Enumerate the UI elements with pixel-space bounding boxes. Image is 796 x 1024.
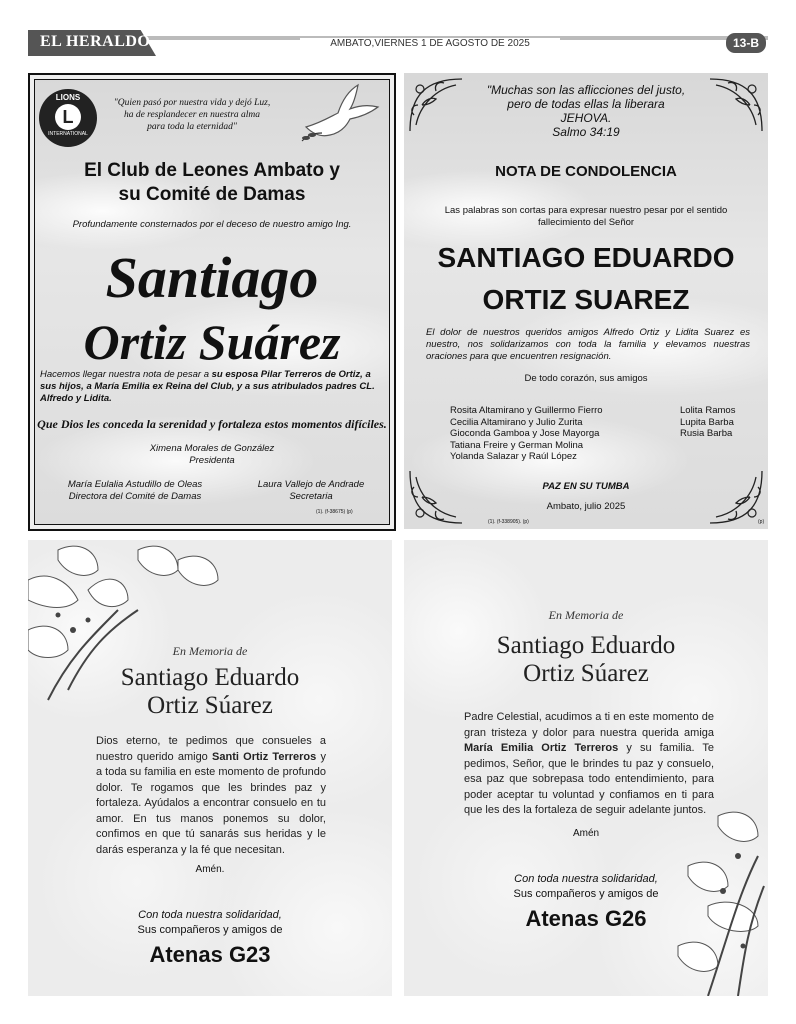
lions-name-line-2: Ortiz Suárez: [83, 314, 341, 370]
name-line-1: Santiago Eduardo: [496, 632, 676, 659]
friend-name: Lupita Barba: [680, 416, 734, 428]
name-line-1: SANTIAGO EDUARDO: [437, 242, 735, 273]
amen: Amén.: [195, 864, 225, 875]
lions-signature-secretary: [236, 479, 386, 503]
friend-name: Lolita Ramos: [680, 405, 736, 416]
amen: Amén: [572, 828, 600, 839]
memoria-name: [28, 664, 392, 720]
lions-logo: [39, 89, 97, 147]
lions-intro: Profundamente consternados por el deceso de nuestro amigo Ing.: [72, 219, 352, 230]
name-line-2: Ortiz Súarez: [147, 692, 273, 719]
dove-icon: [300, 83, 382, 147]
condolence-corner-mark: (p): [758, 519, 765, 525]
lions-body-plain: Hacemos llegar nuestra nota de pesar a: [40, 369, 212, 380]
dateline: AMBATO,VIERNES 1 DE AGOSTO DE 2025: [300, 38, 560, 49]
solidarity-line-1: Con toda nuestra solidaridad,: [514, 873, 658, 885]
quote-line: ha de resplandecer en nuestra alma: [123, 110, 261, 120]
signer-role: Secretaria: [289, 491, 333, 502]
lions-condolence-card: [28, 73, 396, 531]
solidarity: [404, 872, 768, 902]
verse-line: pero de todas ellas la liberara: [507, 97, 665, 111]
solidarity-line-2: Sus compañeros y amigos de: [137, 924, 283, 936]
ornament-corner-icon: [406, 467, 466, 527]
solidarity-line-1: Con toda nuestra solidaridad,: [138, 909, 282, 921]
solidarity-line-2: Sus compañeros y amigos de: [513, 888, 659, 900]
body-bold: Santi Ortiz Terreros: [212, 750, 317, 763]
group-name: Atenas G26: [525, 906, 647, 931]
condolence-card: [404, 73, 768, 529]
signer-role: Directora del Comité de Damas: [68, 491, 202, 502]
memoria-card-2: [404, 540, 768, 996]
lions-prayer: Que Dios les conceda la serenidad y fortaleza estos momentos difíciles.: [37, 417, 387, 431]
ornament-corner-icon: [706, 467, 766, 527]
newspaper-brand: EL HERALDO: [40, 33, 151, 50]
friends-list-right: [680, 405, 760, 440]
condolence-ref: (1). (f-338905). (p): [488, 519, 529, 525]
condolence-intro: [404, 205, 768, 229]
intro-line: Las palabras son cortas para expresar nuestro pesar por el sentido: [444, 205, 728, 216]
quote-line: "Quien pasó por nuestra vida y dejó Luz,: [113, 98, 271, 108]
condolence-name: [404, 237, 768, 321]
lions-body: [40, 369, 384, 405]
lions-name-line-1: Santiago: [105, 245, 319, 310]
lions-quote: [106, 97, 278, 133]
verse-line: Salmo 34:19: [552, 125, 620, 139]
memoria-name: [404, 632, 768, 688]
psalm-verse: [404, 83, 768, 139]
signer-name: María Eulalia Astudillo de Oleas: [67, 479, 203, 490]
lions-logo-bottom: INTERNATIONAL: [48, 131, 88, 137]
body-text: Dios eterno, te pedimos que consueles a nuestro querido amigo: [96, 735, 326, 763]
condolence-body: El dolor de nuestros queridos amigos Alfredo Ortiz y Lidita Suarez es nuestro, nos solidarizamos con toda la familia y elevamos nuestras oraciones para que encuentren resignación.: [426, 327, 750, 362]
lions-signature-director: [50, 479, 220, 503]
condolence-closing: De todo corazón, sus amigos: [524, 373, 648, 384]
org-line-1: El Club de Leones Ambato y: [84, 160, 340, 181]
friends-list-left: [450, 405, 690, 463]
memoria-kicker: En Memoria de: [548, 608, 624, 622]
solidarity: [28, 908, 392, 938]
intro-line: fallecimiento del Señor: [537, 217, 635, 228]
body-text: y su familia. Te pedimos, Señor, que le brindes tu paz y consuelo, esa paz que sobrepasa todo entendimiento, para poder aceptar tu voluntad y confiamos en ti para que les des la fortaleza de seguir adelante juntos.: [464, 742, 715, 816]
lions-logo-top: LIONS: [55, 93, 81, 102]
friend-name: Rosita Altamirano y Guillermo Fierro: [450, 405, 603, 416]
friend-name: Rusia Barba: [680, 428, 733, 439]
name-line-1: Santiago Eduardo: [120, 664, 300, 691]
lions-signature-president: [30, 443, 394, 467]
condolence-heading: NOTA DE CONDOLENCIA: [495, 163, 677, 180]
page-number: 13-B: [726, 33, 766, 53]
verse-line: "Muchas son las aflicciones del justo,: [486, 83, 686, 97]
body-text: y a toda su familia en este momento de profundo dolor. Te rogamos que les brindes paz y fortaleza. Ayúdalos a encontrar consuelo en tu amor. En tus manos ponemos su dolor, confimos en que tú sanarás sus heridas y le darás esperanza y la fé que necesitan.: [96, 750, 326, 856]
page-header: [0, 0, 796, 62]
memoria-card-1: [28, 540, 392, 996]
friend-name: Tatiana Freire y German Molina: [450, 439, 584, 451]
org-line-2: su Comité de Damas: [118, 184, 306, 205]
friend-name: Gioconda Gamboa y Jose Mayorga: [450, 428, 600, 439]
lions-ref: (1). (f-38675) (p): [316, 509, 353, 515]
friend-name: Cecilia Altamirano y Julio Zurita: [450, 416, 583, 428]
memoria-body: [96, 734, 326, 858]
body-bold: María Emilia Ortiz Terreros: [464, 742, 619, 754]
friend-name: Yolanda Salazar y Raúl López: [450, 451, 577, 462]
rest-in-peace: PAZ EN SU TUMBA: [542, 481, 630, 492]
quote-line: para toda la eternidad": [147, 122, 237, 132]
place-date: Ambato, julio 2025: [546, 501, 626, 512]
memoria-kicker: En Memoria de: [172, 644, 248, 658]
lions-org-title: [30, 159, 394, 207]
lions-logo-letter: L: [55, 104, 81, 130]
name-line-2: Ortiz Súarez: [523, 660, 649, 687]
verse-line: JEHOVA.: [560, 111, 612, 125]
body-text: Padre Celestial, acudimos a ti en este momento de gran tristeza y dolor para nuestra querida amiga: [464, 711, 714, 739]
signer-name: Laura Vallejo de Andrade: [257, 479, 365, 490]
lions-body-bold: su esposa Pilar Terreros de Ortiz, a sus hijos, a María Emilia ex Reina del Club, y a sus atribulados padres CL. Alfredo y Lidita.: [40, 369, 375, 404]
group-name: Atenas G23: [149, 942, 271, 967]
name-line-2: ORTIZ SUAREZ: [482, 284, 690, 315]
signer-name: Ximena Morales de González: [149, 443, 275, 454]
signer-role: Presidenta: [189, 455, 235, 466]
